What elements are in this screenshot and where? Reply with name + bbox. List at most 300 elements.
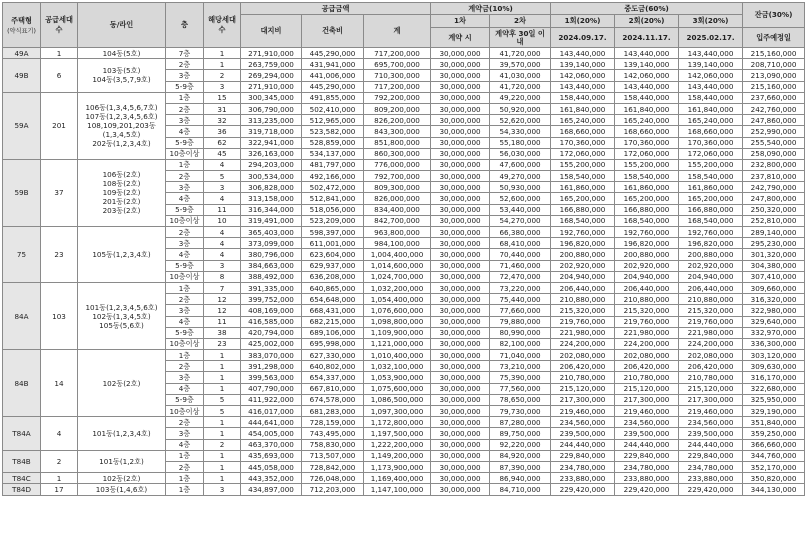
- floor-cell: 4층: [166, 126, 204, 137]
- floor-cell: 1층: [166, 92, 204, 103]
- units-cell: 11: [204, 204, 241, 215]
- header-middle: 중도금(60%): [551, 3, 743, 15]
- balance-cell: 250,320,000: [743, 204, 805, 215]
- mid1-cell: 170,360,000: [551, 137, 615, 148]
- construction-cell: 743,495,000: [302, 428, 364, 439]
- construction-cell: 689,106,000: [302, 327, 364, 338]
- units-cell: 12: [204, 294, 241, 305]
- land-cell: 319,718,000: [241, 126, 302, 137]
- total-cell: 1,172,800,000: [364, 417, 431, 428]
- land-cell: 326,163,000: [241, 148, 302, 159]
- land-cell: 373,099,000: [241, 238, 302, 249]
- supply-units-cell: 1: [41, 473, 78, 484]
- contract2-cell: 71,040,000: [490, 350, 551, 361]
- mid2-cell: 234,560,000: [615, 417, 679, 428]
- contract2-cell: 86,940,000: [490, 473, 551, 484]
- construction-cell: 636,208,000: [302, 271, 364, 282]
- building-line-text: 101동(1,2,3,4,5,6호): [85, 302, 158, 312]
- balance-cell: 344,760,000: [743, 450, 805, 461]
- mid3-cell: 161,840,000: [679, 103, 743, 114]
- header-supply-price: 공급금액: [241, 3, 431, 15]
- contract2-cell: 72,470,000: [490, 271, 551, 282]
- mid1-cell: 204,940,000: [551, 271, 615, 282]
- building-line-text: 202동(1,2,3,4호): [92, 139, 151, 149]
- building-line-text: 103동(1,4,6호): [95, 484, 148, 494]
- mid2-cell: 202,080,000: [615, 350, 679, 361]
- units-cell: 2: [204, 439, 241, 450]
- floor-cell: 10층이상: [166, 148, 204, 159]
- construction-cell: 695,998,000: [302, 338, 364, 349]
- mid2-cell: 224,200,000: [615, 338, 679, 349]
- total-cell: 1,010,400,000: [364, 350, 431, 361]
- construction-cell: 623,604,000: [302, 249, 364, 260]
- mid3-cell: 206,420,000: [679, 361, 743, 372]
- land-cell: 365,403,000: [241, 227, 302, 238]
- mid2-cell: 204,940,000: [615, 271, 679, 282]
- mid1-cell: 229,840,000: [551, 450, 615, 461]
- units-cell: 3: [204, 182, 241, 193]
- building-line-cell: [78, 484, 166, 495]
- construction-cell: 512,841,000: [302, 193, 364, 204]
- contract2-cell: 77,560,000: [490, 383, 551, 394]
- mid3-cell: 168,540,000: [679, 215, 743, 226]
- type-cell: 49B: [3, 59, 41, 93]
- building-line-cell: [78, 282, 166, 349]
- total-cell: 963,800,000: [364, 227, 431, 238]
- table-row: [3, 59, 805, 70]
- total-cell: 1,097,300,000: [364, 406, 431, 417]
- units-cell: 3: [204, 260, 241, 271]
- contract1-cell: 30,000,000: [431, 81, 490, 92]
- land-cell: 319,491,000: [241, 215, 302, 226]
- building-line-cell: [78, 417, 166, 451]
- construction-cell: 758,830,000: [302, 439, 364, 450]
- mid2-cell: 202,920,000: [615, 260, 679, 271]
- supply-price-table: [2, 2, 805, 496]
- building-line-text: 102동(2호): [102, 473, 141, 483]
- construction-cell: 682,215,000: [302, 316, 364, 327]
- contract2-cell: 49,220,000: [490, 92, 551, 103]
- floor-cell: 1층: [166, 484, 204, 495]
- contract2-cell: 50,930,000: [490, 182, 551, 193]
- total-cell: 842,700,000: [364, 215, 431, 226]
- total-cell: 1,075,600,000: [364, 383, 431, 394]
- building-line-cell: [78, 350, 166, 417]
- mid2-cell: 196,820,000: [615, 238, 679, 249]
- mid1-cell: 158,440,000: [551, 92, 615, 103]
- total-cell: 1,197,500,000: [364, 428, 431, 439]
- building-line-text: 203동(2호): [102, 206, 141, 216]
- contract2-cell: 47,600,000: [490, 159, 551, 170]
- contract1-cell: 30,000,000: [431, 305, 490, 316]
- total-cell: 809,300,000: [364, 182, 431, 193]
- balance-cell: 366,660,000: [743, 439, 805, 450]
- floor-cell: 5-9층: [166, 81, 204, 92]
- mid3-cell: 210,780,000: [679, 372, 743, 383]
- contract2-cell: 77,660,000: [490, 305, 551, 316]
- land-cell: 300,345,000: [241, 92, 302, 103]
- contract2-cell: 89,750,000: [490, 428, 551, 439]
- mid1-cell: 206,440,000: [551, 282, 615, 293]
- mid1-cell: 221,980,000: [551, 327, 615, 338]
- balance-cell: 332,970,000: [743, 327, 805, 338]
- building-line-text: 106동(1,3,4,5,6,7호): [85, 103, 158, 113]
- construction-cell: 492,166,000: [302, 171, 364, 182]
- floor-cell: 1층: [166, 159, 204, 170]
- contract2-cell: 87,280,000: [490, 417, 551, 428]
- land-cell: 435,693,000: [241, 450, 302, 461]
- contract1-cell: 30,000,000: [431, 350, 490, 361]
- mid1-cell: 210,880,000: [551, 294, 615, 305]
- contract2-cell: 73,220,000: [490, 282, 551, 293]
- building-line-text: 102동(2호): [102, 378, 141, 388]
- mid2-cell: 168,660,000: [615, 126, 679, 137]
- mid1-cell: 215,320,000: [551, 305, 615, 316]
- total-cell: 1,004,400,000: [364, 249, 431, 260]
- mid1-cell: 143,440,000: [551, 81, 615, 92]
- mid3-cell: 215,120,000: [679, 383, 743, 394]
- building-line-cell: [78, 450, 166, 472]
- balance-cell: 289,140,000: [743, 227, 805, 238]
- land-cell: 434,897,000: [241, 484, 302, 495]
- construction-cell: 713,507,000: [302, 450, 364, 461]
- land-cell: 463,370,000: [241, 439, 302, 450]
- contract2-cell: 49,270,000: [490, 171, 551, 182]
- mid2-cell: 158,540,000: [615, 171, 679, 182]
- supply-units-cell: 14: [41, 350, 78, 417]
- land-cell: 445,058,000: [241, 461, 302, 472]
- balance-cell: 336,300,000: [743, 338, 805, 349]
- land-cell: 322,941,000: [241, 137, 302, 148]
- floor-cell: 3층: [166, 428, 204, 439]
- total-cell: 710,300,000: [364, 70, 431, 81]
- land-cell: 444,641,000: [241, 417, 302, 428]
- total-cell: 1,032,200,000: [364, 282, 431, 293]
- contract1-cell: 30,000,000: [431, 428, 490, 439]
- balance-cell: 252,990,000: [743, 126, 805, 137]
- mid1-cell: 210,780,000: [551, 372, 615, 383]
- balance-cell: 309,630,000: [743, 361, 805, 372]
- units-cell: 5: [204, 394, 241, 405]
- header-total: 계: [364, 15, 431, 48]
- floor-cell: 1층: [166, 450, 204, 461]
- contract1-cell: 30,000,000: [431, 148, 490, 159]
- floor-cell: 5-9층: [166, 394, 204, 405]
- land-cell: 411,922,000: [241, 394, 302, 405]
- balance-cell: 258,090,000: [743, 148, 805, 159]
- mid2-cell: 229,420,000: [615, 484, 679, 495]
- construction-cell: 728,842,000: [302, 461, 364, 472]
- contract2-cell: 52,620,000: [490, 115, 551, 126]
- construction-cell: 674,578,000: [302, 394, 364, 405]
- mid3-cell: 142,060,000: [679, 70, 743, 81]
- land-cell: 271,910,000: [241, 48, 302, 59]
- total-cell: 826,000,000: [364, 193, 431, 204]
- contract1-cell: 30,000,000: [431, 48, 490, 59]
- mid3-cell: 229,420,000: [679, 484, 743, 495]
- construction-cell: 512,965,000: [302, 115, 364, 126]
- mid2-cell: 139,140,000: [615, 59, 679, 70]
- mid2-cell: 215,120,000: [615, 383, 679, 394]
- mid1-cell: 224,200,000: [551, 338, 615, 349]
- supply-units-cell: 2: [41, 450, 78, 472]
- supply-units-cell: 103: [41, 282, 78, 349]
- total-cell: 826,200,000: [364, 115, 431, 126]
- land-cell: 416,017,000: [241, 406, 302, 417]
- contract1-cell: 30,000,000: [431, 204, 490, 215]
- mid2-cell: 168,540,000: [615, 215, 679, 226]
- contract1-cell: 30,000,000: [431, 338, 490, 349]
- total-cell: 834,400,000: [364, 204, 431, 215]
- land-cell: 420,794,000: [241, 327, 302, 338]
- mid3-cell: 172,060,000: [679, 148, 743, 159]
- balance-cell: 322,680,000: [743, 383, 805, 394]
- balance-cell: 247,800,000: [743, 193, 805, 204]
- mid1-cell: 229,420,000: [551, 484, 615, 495]
- construction-cell: 445,290,000: [302, 81, 364, 92]
- floor-cell: 5-9층: [166, 204, 204, 215]
- contract2-cell: 54,270,000: [490, 215, 551, 226]
- contract1-cell: 30,000,000: [431, 406, 490, 417]
- mid3-cell: 229,840,000: [679, 450, 743, 461]
- floor-cell: 1층: [166, 350, 204, 361]
- type-cell: T84D: [3, 484, 41, 495]
- mid3-cell: 168,660,000: [679, 126, 743, 137]
- units-cell: 1: [204, 361, 241, 372]
- construction-cell: 523,209,000: [302, 215, 364, 226]
- contract1-cell: 30,000,000: [431, 473, 490, 484]
- units-cell: 1: [204, 450, 241, 461]
- table-row: [3, 227, 805, 238]
- mid3-cell: 219,760,000: [679, 316, 743, 327]
- balance-cell: 301,320,000: [743, 249, 805, 260]
- construction-cell: 667,810,000: [302, 383, 364, 394]
- balance-cell: 255,540,000: [743, 137, 805, 148]
- mid1-cell: 202,080,000: [551, 350, 615, 361]
- contract1-cell: 30,000,000: [431, 439, 490, 450]
- mid1-cell: 206,420,000: [551, 361, 615, 372]
- mid1-cell: 219,460,000: [551, 406, 615, 417]
- units-cell: 32: [204, 115, 241, 126]
- contract2-cell: 87,390,000: [490, 461, 551, 472]
- mid2-cell: 161,860,000: [615, 182, 679, 193]
- units-cell: 1: [204, 417, 241, 428]
- mid1-cell: 165,240,000: [551, 115, 615, 126]
- mid1-cell: 158,540,000: [551, 171, 615, 182]
- units-cell: 1: [204, 350, 241, 361]
- mid3-cell: 170,360,000: [679, 137, 743, 148]
- land-cell: 391,298,000: [241, 361, 302, 372]
- units-cell: 45: [204, 148, 241, 159]
- land-cell: 454,005,000: [241, 428, 302, 439]
- balance-cell: 242,790,000: [743, 182, 805, 193]
- construction-cell: 534,137,000: [302, 148, 364, 159]
- balance-cell: 325,950,000: [743, 394, 805, 405]
- table-row: [3, 159, 805, 170]
- mid3-cell: 233,880,000: [679, 473, 743, 484]
- land-cell: 306,828,000: [241, 182, 302, 193]
- header-mid1: 1회(20%): [551, 15, 615, 28]
- floor-cell: 2층: [166, 417, 204, 428]
- mid2-cell: 206,420,000: [615, 361, 679, 372]
- balance-cell: 303,120,000: [743, 350, 805, 361]
- mid1-cell: 244,440,000: [551, 439, 615, 450]
- total-cell: 1,098,800,000: [364, 316, 431, 327]
- total-cell: 860,300,000: [364, 148, 431, 159]
- construction-cell: 518,056,000: [302, 204, 364, 215]
- header-land: 대지비: [241, 15, 302, 48]
- building-line-cell: [78, 92, 166, 159]
- total-cell: 717,200,000: [364, 48, 431, 59]
- mid2-cell: 210,780,000: [615, 372, 679, 383]
- mid1-cell: 217,300,000: [551, 394, 615, 405]
- floor-cell: 3층: [166, 182, 204, 193]
- supply-units-cell: 6: [41, 59, 78, 93]
- construction-cell: 712,203,000: [302, 484, 364, 495]
- construction-cell: 491,855,000: [302, 92, 364, 103]
- header-mid3: 3회(20%): [679, 15, 743, 28]
- balance-cell: 232,800,000: [743, 159, 805, 170]
- mid3-cell: 202,920,000: [679, 260, 743, 271]
- supply-units-cell: 4: [41, 417, 78, 451]
- header-type-label: 주택형: [11, 15, 32, 25]
- type-cell: 59B: [3, 159, 41, 226]
- mid2-cell: 244,440,000: [615, 439, 679, 450]
- units-cell: 1: [204, 428, 241, 439]
- land-cell: 263,759,000: [241, 59, 302, 70]
- mid3-cell: 224,200,000: [679, 338, 743, 349]
- balance-cell: 242,760,000: [743, 103, 805, 114]
- land-cell: 384,663,000: [241, 260, 302, 271]
- land-cell: 306,790,000: [241, 103, 302, 114]
- total-cell: 1,014,600,000: [364, 260, 431, 271]
- header-contract-1: 1차: [431, 15, 490, 28]
- contract1-cell: 30,000,000: [431, 282, 490, 293]
- contract1-cell: 30,000,000: [431, 372, 490, 383]
- contract1-cell: 30,000,000: [431, 417, 490, 428]
- mid3-cell: 166,880,000: [679, 204, 743, 215]
- construction-cell: 654,648,000: [302, 294, 364, 305]
- floor-cell: 10층이상: [166, 406, 204, 417]
- mid3-cell: 143,440,000: [679, 81, 743, 92]
- floor-cell: 7층: [166, 48, 204, 59]
- floor-cell: 2층: [166, 227, 204, 238]
- mid1-cell: 192,760,000: [551, 227, 615, 238]
- units-cell: 31: [204, 103, 241, 114]
- type-cell: 59A: [3, 92, 41, 159]
- contract2-cell: 84,710,000: [490, 484, 551, 495]
- land-cell: 380,796,000: [241, 249, 302, 260]
- header-mid2: 2회(20%): [615, 15, 679, 28]
- mid2-cell: 239,500,000: [615, 428, 679, 439]
- balance-cell: 215,160,000: [743, 81, 805, 92]
- type-cell: T84C: [3, 473, 41, 484]
- contract2-cell: 73,210,000: [490, 361, 551, 372]
- building-line-text: 107동(1,2,3,4,5,6호): [85, 112, 158, 122]
- land-cell: 399,752,000: [241, 294, 302, 305]
- building-line-cell: [78, 48, 166, 59]
- mid3-cell: 244,440,000: [679, 439, 743, 450]
- contract2-cell: 78,650,000: [490, 394, 551, 405]
- floor-cell: 5-9층: [166, 260, 204, 271]
- land-cell: 383,070,000: [241, 350, 302, 361]
- mid2-cell: 219,460,000: [615, 406, 679, 417]
- units-cell: 2: [204, 70, 241, 81]
- mid2-cell: 143,440,000: [615, 48, 679, 59]
- floor-cell: 3층: [166, 238, 204, 249]
- floor-cell: 2층: [166, 361, 204, 372]
- table-row: [3, 450, 805, 461]
- contract2-cell: 55,180,000: [490, 137, 551, 148]
- building-line-cell: [78, 473, 166, 484]
- units-cell: 15: [204, 92, 241, 103]
- mid3-cell: 206,440,000: [679, 282, 743, 293]
- units-cell: 7: [204, 282, 241, 293]
- building-line-cell: [78, 159, 166, 226]
- land-cell: 316,344,000: [241, 204, 302, 215]
- contract1-cell: 30,000,000: [431, 103, 490, 114]
- mid3-cell: 165,240,000: [679, 115, 743, 126]
- table-row: [3, 417, 805, 428]
- contract1-cell: 30,000,000: [431, 249, 490, 260]
- contract2-cell: 50,920,000: [490, 103, 551, 114]
- building-line-text: 104동(3,5,7,9호): [92, 75, 151, 85]
- mid3-cell: 239,500,000: [679, 428, 743, 439]
- units-cell: 36: [204, 126, 241, 137]
- construction-cell: 445,290,000: [302, 48, 364, 59]
- mid1-cell: 200,880,000: [551, 249, 615, 260]
- header-type: [3, 3, 41, 48]
- type-cell: 75: [3, 227, 41, 283]
- floor-cell: 3층: [166, 372, 204, 383]
- floor-cell: 4층: [166, 383, 204, 394]
- mid1-cell: 234,560,000: [551, 417, 615, 428]
- land-cell: 425,002,000: [241, 338, 302, 349]
- mid1-cell: 239,500,000: [551, 428, 615, 439]
- units-cell: 4: [204, 227, 241, 238]
- table-row: [3, 92, 805, 103]
- construction-cell: 654,337,000: [302, 372, 364, 383]
- floor-cell: 3층: [166, 115, 204, 126]
- type-cell: 84B: [3, 350, 41, 417]
- total-cell: 1,222,200,000: [364, 439, 431, 450]
- building-line-text: 108,109,201,203동: [87, 121, 156, 131]
- floor-cell: 3층: [166, 305, 204, 316]
- balance-cell: 307,410,000: [743, 271, 805, 282]
- contract1-cell: 30,000,000: [431, 294, 490, 305]
- units-cell: 10: [204, 215, 241, 226]
- supply-units-cell: 23: [41, 227, 78, 283]
- mid3-cell: 210,880,000: [679, 294, 743, 305]
- mid1-cell: 161,840,000: [551, 103, 615, 114]
- construction-cell: 640,802,000: [302, 361, 364, 372]
- total-cell: 1,149,200,000: [364, 450, 431, 461]
- construction-cell: 668,431,000: [302, 305, 364, 316]
- mid2-cell: 215,320,000: [615, 305, 679, 316]
- supply-units-cell: 1: [41, 48, 78, 59]
- total-cell: 792,200,000: [364, 92, 431, 103]
- floor-cell: 4층: [166, 193, 204, 204]
- balance-cell: 352,170,000: [743, 461, 805, 472]
- units-cell: 4: [204, 249, 241, 260]
- land-cell: 294,203,000: [241, 159, 302, 170]
- building-line-cell: [78, 59, 166, 93]
- total-cell: 792,700,000: [364, 171, 431, 182]
- construction-cell: 502,472,000: [302, 182, 364, 193]
- construction-cell: 627,330,000: [302, 350, 364, 361]
- mid1-cell: 168,660,000: [551, 126, 615, 137]
- contract2-cell: 92,220,000: [490, 439, 551, 450]
